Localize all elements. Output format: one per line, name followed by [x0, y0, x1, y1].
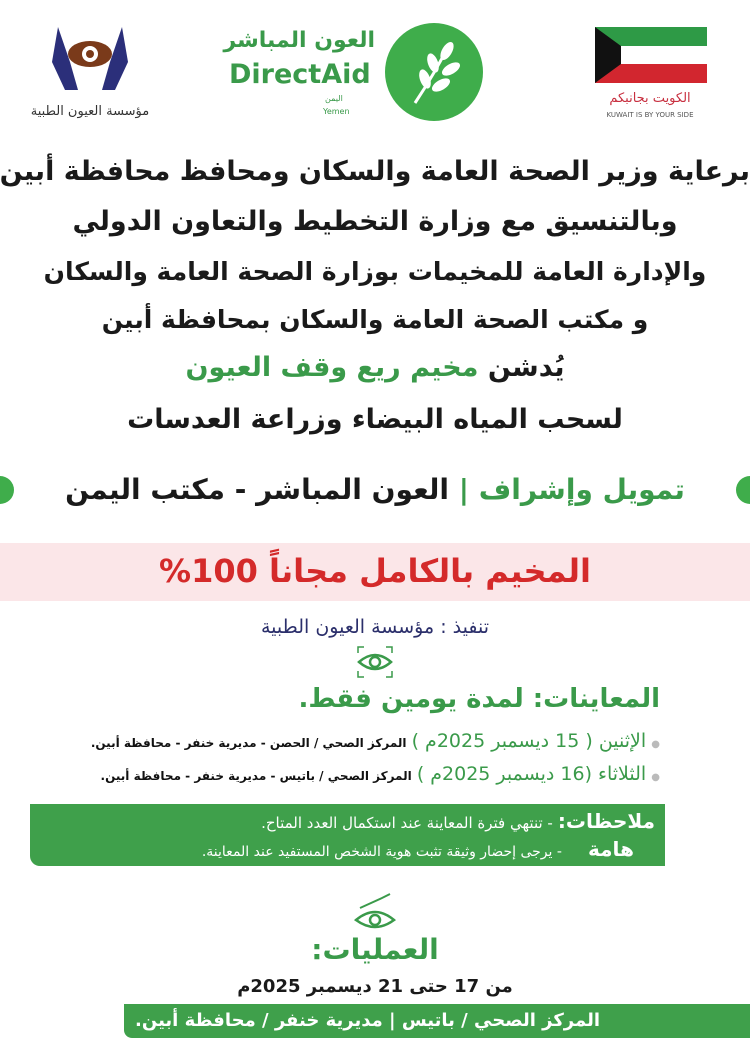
eye-foundation-name: مؤسسة العيون الطبية — [30, 104, 150, 120]
funding-separator: | — [458, 473, 470, 506]
exam-place: المركز الصحي / باتيس - مديرية خنفر - محافظة أبين. — [100, 769, 412, 783]
launch-verb: يُدشن — [487, 352, 565, 383]
examinations-heading: المعاينات: لمدة يومين فقط. — [298, 684, 660, 714]
direct-aid-country-ar: اليمن — [325, 94, 343, 103]
kuwait-flag-icon — [595, 27, 707, 83]
funding-line — [0, 473, 750, 507]
note-1: - تنتهي فترة المعاينة عند استكمال العدد المتاح. — [261, 814, 553, 832]
execution-text: تنفيذ : مؤسسة العيون الطبية — [261, 616, 489, 638]
intro-line-6: لسحب المياه البيضاء وزراعة العدسات — [127, 404, 623, 435]
operations-location-bar — [124, 1004, 750, 1038]
kuwait-logo — [590, 27, 710, 127]
operations-location: المركز الصحي / باتيس | مديرية خنفر / محافظة أبين. — [135, 1010, 600, 1031]
direct-aid-english: DirectAid — [229, 59, 371, 90]
note-2: - يرجى إحضار وثيقة تثبت هوية الشخص المستفيد عند المعاينة. — [201, 844, 562, 860]
exam-date: الإثنين ( 15 ديسمبر 2025م ) — [411, 730, 647, 752]
exam-date: الثلاثاء (16 ديسمبر 2025م ) — [416, 763, 647, 785]
exam-item-2 — [101, 760, 660, 788]
funding-label: تمويل وإشراف — [478, 473, 685, 506]
intro-line-2: وبالتنسيق مع وزارة التخطيط والتعاون الدولي — [72, 206, 678, 237]
notes-label: ملاحظات: — [557, 809, 655, 833]
direct-aid-arabic: العون المباشر — [223, 28, 375, 53]
free-banner-text: المخيم بالكامل مجاناً 100% — [159, 552, 591, 590]
intro-line-1: برعاية وزير الصحة العامة والسكان ومحافظ محافظة أبين — [0, 156, 750, 187]
eye-foundation-logo — [30, 22, 150, 122]
funding-org: العون المباشر - مكتب اليمن — [65, 473, 450, 506]
direct-aid-logo — [225, 25, 485, 125]
eye-scan-icon — [356, 645, 394, 679]
operations-dates: من 17 حتى 21 ديسمبر 2025م — [237, 976, 513, 997]
kuwait-slogan-ar: الكويت بجانبكم — [609, 91, 691, 106]
direct-aid-country-en: Yemen — [323, 107, 350, 116]
notes-label-important: هامة — [588, 837, 634, 861]
bullet-icon: ● — [651, 772, 660, 783]
hands-eye-icon — [30, 22, 150, 94]
intro-line-4: و مكتب الصحة العامة والسكان بمحافظة أبين — [101, 305, 649, 334]
camp-name: مخيم ريع وقف العيون — [185, 352, 479, 383]
notes-box — [30, 804, 665, 866]
kuwait-slogan-en: KUWAIT IS BY YOUR SIDE — [606, 111, 694, 119]
intro-line-5 — [0, 351, 750, 385]
wheat-circle-icon — [385, 23, 483, 121]
intro-line-3: والإدارة العامة للمخيمات بوزارة الصحة العامة والسكان — [43, 257, 707, 286]
bullet-icon: ● — [651, 739, 660, 750]
exam-item-1 — [91, 727, 660, 755]
exam-place: المركز الصحي / الحصن - مديرية خنفر - محافظة أبين. — [90, 736, 407, 750]
operations-heading: العمليات: — [311, 933, 439, 966]
eye-surgery-icon — [352, 890, 398, 932]
